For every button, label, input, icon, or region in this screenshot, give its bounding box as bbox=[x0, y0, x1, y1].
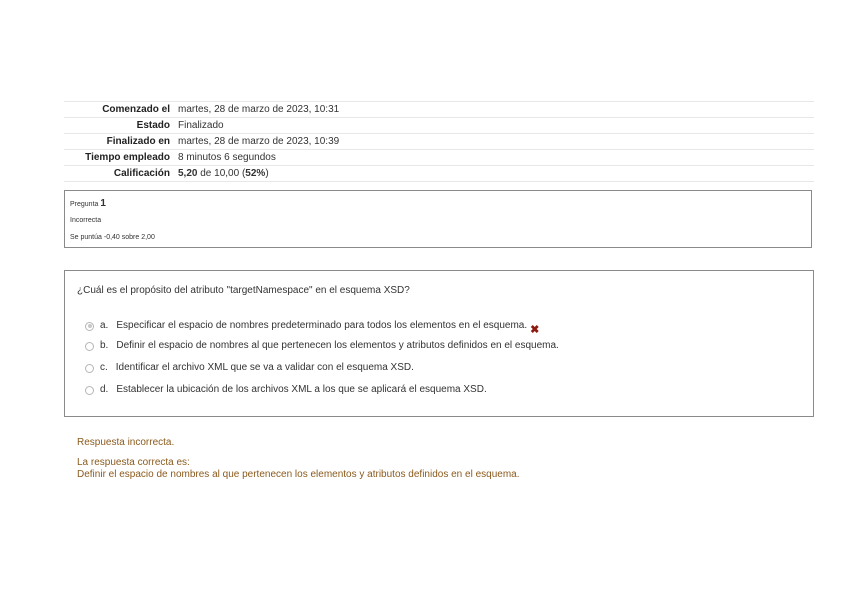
radio-button[interactable] bbox=[85, 386, 94, 395]
option-text: Identificar el archivo XML que se va a validar con el esquema XSD. bbox=[115, 361, 414, 373]
summary-value: martes, 28 de marzo de 2023, 10:39 bbox=[178, 134, 814, 150]
summary-value: 8 minutos 6 segundos bbox=[178, 150, 814, 166]
option-letter: c. bbox=[100, 361, 108, 373]
attempt-summary-table bbox=[64, 101, 814, 182]
summary-key: Estado bbox=[64, 118, 178, 134]
correct-answer-text: Definir el espacio de nombres al que pertenecen los elementos y atributos definidos en el esquema. bbox=[77, 469, 520, 480]
summary-row-finished bbox=[64, 134, 814, 150]
question-grade: Se puntúa -0,40 sobre 2,00 bbox=[70, 234, 155, 241]
option-text: Especificar el espacio de nombres predeterminado para todos los elementos en el esquema. bbox=[116, 319, 528, 331]
option-text: Establecer la ubicación de los archivos XML a los que se aplicará el esquema XSD. bbox=[116, 383, 487, 395]
grade-of: de 10,00 ( bbox=[200, 168, 246, 179]
grade-close: ) bbox=[265, 168, 269, 179]
summary-row-state bbox=[64, 118, 814, 134]
summary-key: Calificación bbox=[64, 166, 178, 182]
question-number-value: 1 bbox=[100, 198, 106, 209]
summary-value: martes, 28 de marzo de 2023, 10:31 bbox=[178, 102, 814, 118]
question-content-box bbox=[64, 270, 814, 417]
answer-option-a[interactable] bbox=[85, 318, 540, 336]
option-letter: b. bbox=[100, 339, 109, 351]
question-number bbox=[70, 198, 106, 209]
option-letter: a. bbox=[100, 319, 109, 331]
grade-score: 5,20 bbox=[178, 168, 198, 179]
question-state: Incorrecta bbox=[70, 217, 102, 224]
correct-answer-label: La respuesta correcta es: bbox=[77, 457, 190, 468]
summary-key: Comenzado el bbox=[64, 102, 178, 118]
summary-row-time-taken bbox=[64, 150, 814, 166]
option-text: Definir el espacio de nombres al que pertenecen los elementos y atributos definidos en el esquema. bbox=[116, 339, 559, 351]
radio-button[interactable] bbox=[85, 322, 94, 331]
grade-percent: 52% bbox=[245, 168, 266, 179]
summary-key: Tiempo empleado bbox=[64, 150, 178, 166]
question-info-box bbox=[64, 190, 812, 248]
summary-key: Finalizado en bbox=[64, 134, 178, 150]
summary-grade-value bbox=[178, 166, 814, 182]
answer-option-d[interactable] bbox=[85, 382, 487, 396]
summary-value: Finalizado bbox=[178, 118, 814, 134]
answer-option-c[interactable] bbox=[85, 360, 414, 374]
feedback-status: Respuesta incorrecta. bbox=[77, 437, 175, 448]
summary-row-started bbox=[64, 102, 814, 118]
option-letter: d. bbox=[100, 383, 109, 395]
answer-option-b[interactable] bbox=[85, 338, 559, 352]
summary-row-grade bbox=[64, 166, 814, 182]
incorrect-icon: ✖ bbox=[530, 323, 540, 336]
question-text: ¿Cuál es el propósito del atributo "targetNamespace" en el esquema XSD? bbox=[77, 285, 410, 296]
radio-button[interactable] bbox=[85, 342, 94, 351]
radio-button[interactable] bbox=[85, 364, 94, 373]
question-label: Pregunta bbox=[70, 201, 99, 208]
